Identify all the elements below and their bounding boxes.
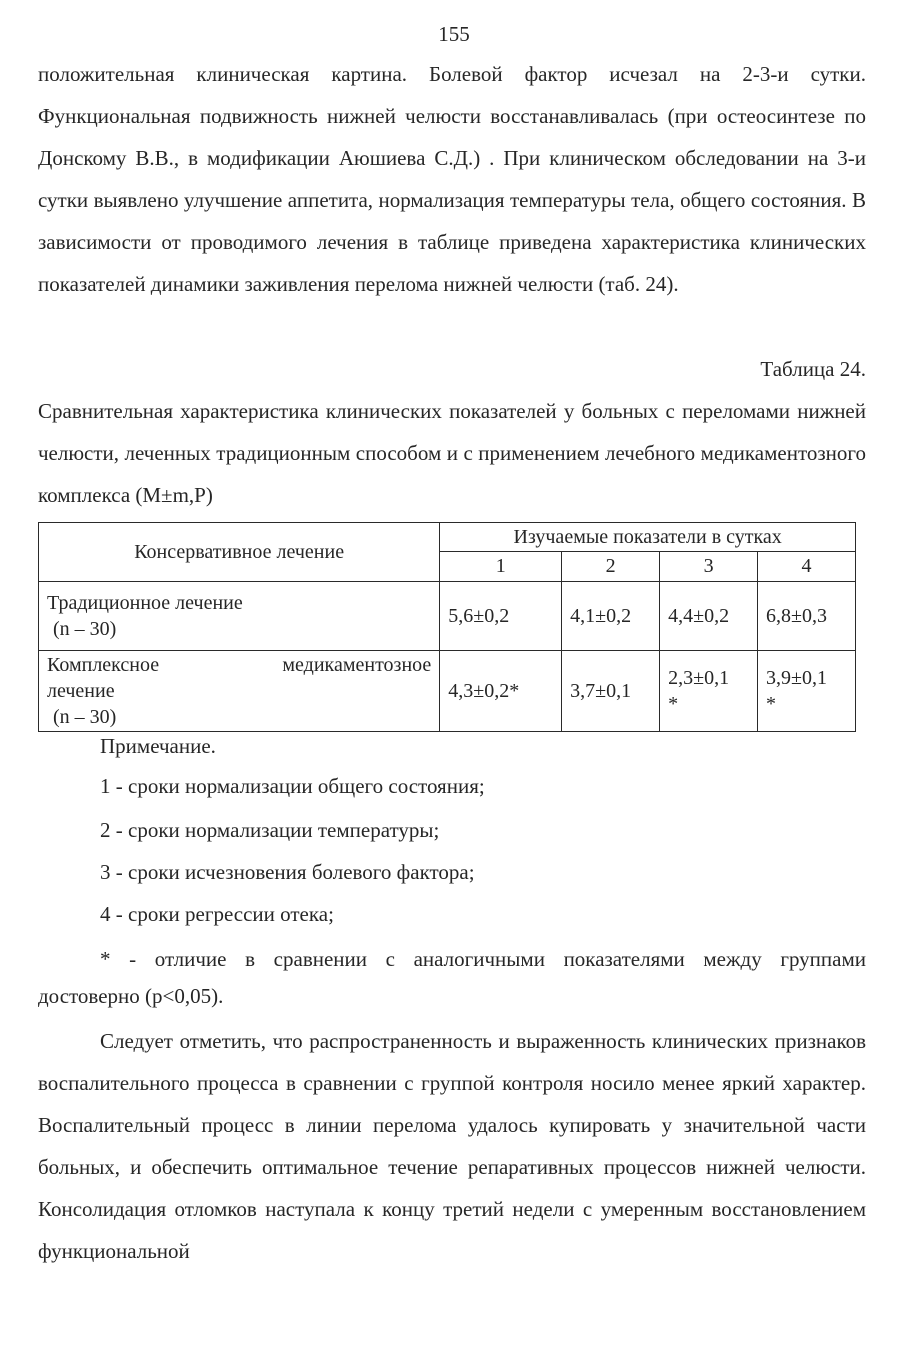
significance-mark: * — [766, 693, 777, 715]
cell-value: 2,3±0,1 — [668, 667, 730, 689]
intro-paragraph: положительная клиническая картина. Болевой фактор исчезал на 2-3-и сутки. Функциональная подвижность нижней челюсти восстанавливалась (при остеосинтезе по Донскому В.В., в модификации Аюшиева С.Д.) . При клиническом обследовании на 3-и сутки выявлено улучшение аппетита, нормализация температуры тела, общего состояния. В зависимости от проводимого лечения в таблице приведена характеристика клинических показателей динамики заживления перелома нижней челюсти (таб. 24). — [38, 62, 866, 296]
header-day-2: 2 — [562, 551, 660, 581]
header-day-3: 3 — [660, 551, 758, 581]
row-label-line: Комплексное медикаментозное — [47, 654, 432, 676]
row-label-line: лечение — [47, 680, 115, 702]
significance-mark: * — [668, 693, 679, 715]
data-table — [38, 522, 856, 732]
table-cell — [660, 651, 758, 732]
conclusion-paragraph: Следует отметить, что распространенность и выраженность клинических признаков воспалительного процесса в сравнении с группой контроля носило менее яркий характер. Воспалительный процесс в линии перелома удалось купировать у значительной части больных, и обеспечить оптимальное течение репаративных процессов нижней челюсти. Консолидация отломков наступала к концу третий недели с умеренным восстановлением функциональной — [38, 1029, 866, 1263]
table-cell: 5,6±0,2 — [440, 582, 562, 651]
header-day-4: 4 — [758, 551, 856, 581]
note-item: 2 - сроки нормализации температуры; — [100, 818, 440, 842]
note-significance: * - отличие в сравнении с аналогичными показателями между группами — [100, 947, 866, 971]
row-label-complex — [39, 651, 440, 732]
table-cell: 3,7±0,1 — [562, 651, 660, 732]
header-day-1: 1 — [440, 551, 562, 581]
note-item: 4 - сроки регрессии отека; — [100, 902, 334, 926]
table-cell: 4,4±0,2 — [660, 582, 758, 651]
row-label-line: (n – 30) — [53, 618, 117, 640]
header-indicators-days: Изучаемые показатели в сутках — [440, 523, 856, 552]
row-label-traditional — [39, 582, 440, 651]
note-item: 1 - сроки нормализации общего состояния; — [100, 774, 485, 798]
table-cell: 4,3±0,2* — [440, 651, 562, 732]
header-conservative-treatment: Консервативное лечение — [39, 523, 440, 582]
cell-value: 3,9±0,1 — [766, 667, 828, 689]
row-label-line: Традиционное лечение — [47, 592, 243, 614]
table-cell: 4,1±0,2 — [562, 582, 660, 651]
row-label-line: (n – 30) — [53, 706, 117, 728]
table-label: Таблица 24. — [760, 357, 866, 381]
note-significance-continuation: достоверно (p<0,05). — [38, 984, 224, 1008]
table-row — [39, 651, 856, 732]
table-caption: Сравнительная характеристика клинических показателей у больных с переломами нижней челюсти, леченных традиционным способом и с применением лечебного медикаментозного комплекса (M±m,P) — [38, 399, 866, 507]
table-row — [39, 582, 856, 651]
table-cell: 6,8±0,3 — [758, 582, 856, 651]
note-item: 3 - сроки исчезновения болевого фактора; — [100, 860, 475, 884]
note-title: Примечание. — [100, 734, 216, 758]
page-number: 155 — [438, 22, 470, 46]
table-cell — [758, 651, 856, 732]
